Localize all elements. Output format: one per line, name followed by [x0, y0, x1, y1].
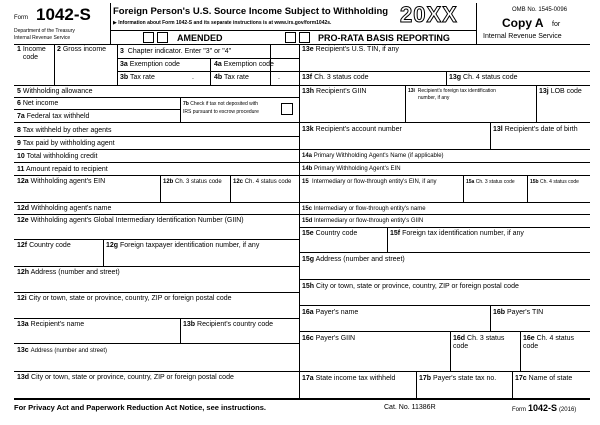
grid-line [405, 85, 406, 122]
field-label: Tax withheld by other agents [22, 127, 112, 134]
field-number: 12e [17, 217, 29, 224]
center-divider [299, 44, 300, 398]
field-number: 13e [302, 46, 314, 53]
field-number: 13a [17, 321, 29, 328]
grid-line [117, 58, 299, 59]
field-label: Income code [22, 46, 46, 61]
grid-line [230, 175, 231, 202]
grid-line [14, 266, 299, 267]
grid-line [14, 97, 299, 98]
field-number: 15d [302, 218, 313, 224]
field-number: 7b [183, 101, 189, 107]
field-number: 3a [120, 61, 128, 68]
field-label: Exemption code [223, 61, 274, 68]
grid-line [299, 149, 590, 150]
grid-line [103, 239, 104, 266]
field-number: 3b [120, 74, 129, 81]
field-number: 15a [466, 179, 475, 185]
grid-line [117, 71, 299, 72]
grid-line [299, 122, 590, 123]
field-number: 15b [530, 179, 539, 185]
grid-line [14, 162, 299, 163]
catalog-number: Cat. No. 11386R [384, 404, 436, 411]
field-label: Total withholding credit [26, 153, 98, 160]
field-label: Net income [22, 100, 59, 107]
privacy-notice: For Privacy Act and Paperwork Reduction Act Notice, see instructions. [14, 403, 267, 412]
field-label: Recipient's country code [197, 321, 274, 328]
field-number: 17c [515, 375, 527, 382]
field-number: 12c [233, 179, 244, 185]
field-label: number, if any [418, 95, 450, 101]
field-label: Payer's name [315, 309, 359, 316]
field-number: 11 [17, 166, 25, 173]
form-number: 1042-S [36, 5, 91, 24]
field-label: Payer's GIIN [315, 335, 356, 342]
amended-checkbox-2[interactable] [157, 32, 168, 43]
field-number: 13k [302, 126, 314, 133]
field-label: Withholding allowance [22, 88, 93, 95]
field-number: 12i [17, 295, 27, 302]
field-number: 15h [302, 283, 315, 290]
field-label: Recipient's account number [315, 126, 402, 133]
field-number: 13g [449, 74, 462, 81]
field-number: 8 [17, 127, 21, 134]
grid-line [299, 331, 590, 332]
grid-line [14, 136, 299, 137]
field-label: Primary Withholding Agent's EIN [314, 166, 401, 172]
field-label: Recipient's U.S. TIN, if any [315, 46, 399, 53]
field-number: 14a [302, 153, 313, 159]
grid-line [299, 252, 590, 253]
field-number: 13c [17, 347, 29, 354]
field-label: Recipient's date of birth [504, 126, 578, 133]
field-label: Tax rate [224, 74, 249, 81]
grid-line [14, 109, 180, 110]
field-label: Chapter indicator. Enter "3" or "4" [127, 48, 232, 55]
grid-line [416, 371, 417, 398]
field-label: Exemption code [129, 61, 180, 68]
field-label: Intermediary or flow-through entity's name [313, 206, 426, 212]
field-label: Ch. 3 status code [314, 74, 369, 81]
field-label: Ch. 4 status code [244, 179, 292, 185]
grid-line [536, 85, 537, 122]
field-number: 9 [17, 140, 21, 147]
grid-line [14, 149, 299, 150]
field-label: Gross income [62, 46, 107, 53]
omb-number: OMB No. 1545-0096 [512, 7, 568, 13]
field-number: 16a [302, 309, 314, 316]
field-label: Payer's TIN [507, 309, 544, 316]
escrow-checkbox[interactable] [281, 103, 293, 115]
grid-line [299, 202, 590, 203]
grid-line [14, 85, 299, 86]
grid-line [520, 331, 521, 371]
form-label: Form [14, 15, 28, 21]
grid-line [14, 239, 299, 240]
grid-line [299, 371, 590, 372]
grid-line [180, 318, 181, 343]
grid-line [463, 175, 464, 202]
field-number: 15e [302, 230, 314, 237]
field-number: 13l [493, 126, 503, 133]
header-divider [110, 3, 111, 44]
field-number: 2 [57, 46, 61, 53]
field-number: 12h [17, 269, 30, 276]
grid-line [512, 371, 513, 398]
amended-label: AMENDED [177, 33, 223, 43]
field-label: Address (number and street) [315, 256, 405, 263]
form-title: Foreign Person's U.S. Source Income Subject to Withholding [113, 6, 389, 17]
field-number: 15g [302, 256, 315, 263]
field-label: Ch. 4 status code [463, 74, 518, 81]
field-label: Ch. 3 status code [175, 179, 222, 185]
pro-rata-checkbox-2[interactable] [299, 32, 310, 43]
header-bottom-rule [14, 44, 590, 45]
field-label: Country code [315, 230, 358, 237]
field-number: 17b [419, 375, 432, 382]
field-label: Withholding agent's EIN [30, 178, 106, 185]
grid-line [450, 331, 451, 371]
grid-line [387, 227, 388, 252]
field-label: Recipient's foreign tax identification [417, 88, 496, 94]
field-label: LOB code [550, 88, 582, 95]
field-label: State income tax withheld [315, 375, 396, 382]
field-number: 4a [214, 61, 222, 68]
field-number: 13b [183, 321, 196, 328]
grid-line [14, 343, 299, 344]
field-number: 13f [302, 74, 313, 81]
field-label: Foreign taxpayer identification number, if any [120, 242, 260, 249]
field-number: 7a [17, 113, 25, 120]
field-number: 3 [120, 48, 124, 55]
grid-line [490, 122, 491, 149]
field-number: 4b [214, 74, 223, 81]
field-label: Amount repaid to recipient [25, 166, 108, 173]
field-number: 1 [17, 46, 21, 53]
field-label: IRS pursuant to escrow procedure [183, 109, 259, 115]
copy-a-label: Copy A [502, 16, 544, 30]
field-number: 12f [17, 242, 28, 249]
field-label: Tax rate [130, 74, 155, 81]
field-label: Address (number and street) [30, 269, 120, 276]
pro-rata-label: PRO-RATA BASIS REPORTING [318, 33, 450, 43]
field-label: Foreign tax identification number, if any [402, 230, 524, 237]
footer-form-number: 1042-S [527, 403, 557, 413]
form-bottom-rule [14, 398, 590, 400]
grid-line [180, 97, 181, 122]
grid-line [299, 175, 590, 176]
grid-line [160, 175, 161, 202]
grid-line [14, 318, 299, 319]
field-label: Name of state [528, 375, 573, 382]
copy-for: for [552, 21, 561, 28]
field-number: 13i [408, 88, 415, 94]
field-number: 16b [493, 309, 506, 316]
field-number: 12b [163, 179, 174, 185]
field-label: Recipient's GIIN [316, 88, 367, 95]
field-label: Withholding agent's name [31, 205, 112, 212]
field-number: 17a [302, 375, 314, 382]
grid-line [299, 214, 590, 215]
field-label: Ch. 4 status code [523, 335, 574, 350]
grid-line [14, 122, 299, 123]
field-number: 15f [390, 230, 401, 237]
field-number: 5 [17, 88, 21, 95]
field-label: Intermediary or flow-through entity's GIIN [314, 218, 424, 224]
grid-line [299, 279, 590, 280]
field-label: City or town, state or province, country, ZIP or foreign postal code [31, 374, 234, 381]
grid-line [299, 85, 590, 86]
grid-line [14, 202, 299, 203]
field-number: 12d [17, 205, 30, 212]
irs-label: Internal Revenue Service [14, 35, 71, 41]
field-number: 6 [17, 100, 21, 107]
field-label: Country code [29, 242, 71, 249]
copy-recipient: Internal Revenue Service [483, 33, 562, 40]
header-divider [110, 30, 476, 31]
grid-line [14, 175, 299, 176]
field-label: Recipient's name [30, 321, 85, 328]
grid-line [14, 214, 299, 215]
field-label: Tax paid by withholding agent [22, 140, 115, 147]
field-label: City or town, state or province, country, ZIP or foreign postal code [28, 295, 232, 302]
field-label: Federal tax withheld [26, 113, 90, 120]
field-label: Withholding agent's Global Intermediary Identification Number (GIIN) [30, 217, 244, 224]
grid-line [14, 292, 299, 293]
field-number: 13d [17, 374, 30, 381]
form-year: 20XX [400, 2, 458, 27]
field-number: 12g [106, 242, 119, 249]
field-label: Ch. 3 status code [475, 179, 515, 185]
field-label: Check if tax not deposited with [190, 101, 259, 107]
field-number: 10 [17, 153, 25, 160]
field-label: Primary Withholding Agent's Name (if applicable) [313, 153, 444, 159]
grid-line [299, 71, 590, 72]
field-number: 14b [302, 166, 313, 172]
grid-line [490, 305, 491, 331]
grid-line [14, 371, 299, 372]
department-label: Department of the Treasury [14, 28, 75, 34]
grid-line [299, 227, 590, 228]
field-number: 16e [523, 335, 535, 342]
header-divider [476, 3, 477, 44]
decimal-point: . [192, 74, 194, 81]
field-number: 16c [302, 335, 314, 342]
field-number: 13h [302, 88, 315, 95]
grid-line [446, 71, 447, 85]
field-label: Address (number and street) [30, 348, 108, 354]
decimal-point: . [278, 74, 280, 81]
field-label: Ch. 4 status code [540, 179, 579, 185]
field-number: 12a [17, 178, 29, 185]
amended-checkbox[interactable] [143, 32, 154, 43]
field-label: Ch. 3 status code [453, 335, 505, 350]
field-label: City or town, state or province, country, ZIP or foreign postal code [316, 283, 519, 290]
field-number: 15c [302, 206, 313, 212]
footer-form-label: Form [512, 407, 526, 413]
footer-year: (2016) [558, 407, 577, 413]
field-number: 16d [453, 335, 466, 342]
field-label: Intermediary or flow-through entity's EIN, if any [312, 179, 437, 185]
field-number: 13j [539, 88, 549, 95]
grid-line [117, 44, 118, 85]
grid-line [299, 305, 590, 306]
field-label: Payer's state tax no. [433, 375, 497, 382]
field-number: 15 [302, 179, 309, 185]
grid-line [527, 175, 528, 202]
info-line: ▶ Information about Form 1042-S and its separate instructions is at www.irs.gov/form1042s. [113, 20, 332, 26]
grid-line [299, 162, 590, 163]
pro-rata-checkbox[interactable] [285, 32, 296, 43]
